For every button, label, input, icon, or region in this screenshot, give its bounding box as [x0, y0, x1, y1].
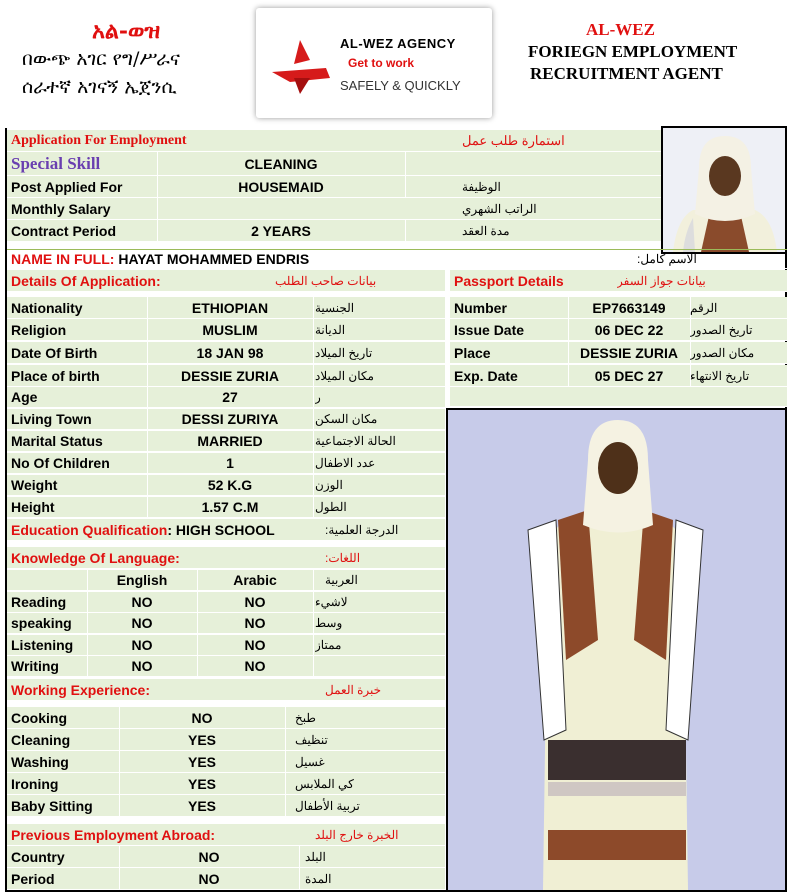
language-label: Reading — [11, 594, 67, 610]
name-colon: : — [109, 251, 119, 267]
contract-row — [7, 220, 662, 242]
logo-name: AL-WEZ AGENCY — [340, 36, 456, 51]
details-label: Weight — [11, 477, 58, 493]
passport-value: 06 DEC 22 — [594, 321, 664, 338]
experience-value: YES — [187, 731, 216, 748]
language-english: NO — [131, 615, 153, 631]
english-title: AL-WEZ — [586, 20, 655, 39]
applicant-photo-large — [446, 408, 787, 892]
application-title: Application For Employment — [11, 132, 187, 148]
logo-tagline: Get to work — [348, 56, 415, 70]
details-row — [7, 319, 445, 341]
amharic-title: አል-ወዝ — [92, 18, 161, 44]
details-row — [7, 297, 445, 319]
experience-ar: تربية الأطفال — [295, 798, 360, 813]
experience-label: Cleaning — [11, 731, 71, 748]
education-colon: : — [167, 521, 176, 538]
experience-ar: غسيل — [295, 754, 325, 769]
salary-row — [7, 198, 662, 220]
previous-row — [7, 868, 445, 890]
language-arabic: NO — [244, 658, 266, 674]
post-value: HOUSEMAID — [238, 178, 324, 195]
education-ar: الدرجة العلمية: — [325, 522, 399, 537]
previous-label: Country — [11, 848, 65, 865]
language-arabic: NO — [244, 615, 266, 631]
passport-row — [450, 342, 787, 364]
logo-sub: SAFELY & QUICKLY — [340, 78, 461, 93]
details-label: Place of birth — [11, 367, 100, 384]
language-ar: وسط — [315, 616, 343, 630]
previous-label: Period — [11, 870, 55, 887]
language-ar: ممتاز — [315, 638, 342, 652]
details-row — [7, 387, 445, 408]
contract-ar: مدة العقد — [462, 223, 510, 238]
details-ar: الجنسية — [315, 300, 355, 315]
details-label: No Of Children — [11, 455, 110, 471]
details-value: 27 — [222, 389, 238, 405]
english-line-1: FORIEGN EMPLOYMENT — [528, 42, 738, 61]
contract-value: 2 YEARS — [251, 222, 311, 239]
experience-title: Working Experience: — [11, 681, 151, 698]
details-ar: الديانة — [315, 322, 346, 337]
details-label: Date Of Birth — [11, 344, 98, 361]
previous-title: Previous Employment Abroad: — [11, 826, 216, 843]
special-skill-label: Special Skill — [11, 153, 101, 173]
details-ar: الوزن — [315, 478, 343, 492]
language-row — [7, 613, 445, 634]
details-label: Age — [11, 389, 38, 405]
post-label: Post Applied For — [11, 178, 123, 195]
details-value: MUSLIM — [202, 321, 258, 338]
details-value: 18 JAN 98 — [196, 344, 264, 361]
experience-row — [7, 751, 445, 773]
passport-ar: مكان الصدور — [690, 345, 755, 360]
details-label: Living Town — [11, 411, 92, 427]
salary-ar: الراتب الشهري — [462, 201, 537, 216]
passport-header — [450, 270, 787, 292]
previous-row — [7, 846, 445, 868]
details-value: 1.57 C.M — [201, 499, 259, 515]
details-row — [7, 431, 445, 452]
previous-ar: البلد — [305, 849, 326, 864]
language-col-english: English — [116, 572, 168, 588]
details-label: Marital Status — [11, 433, 103, 449]
application-title-ar: استمارة طلب عمل — [462, 132, 565, 148]
amharic-line-2: ሰራተኛ አገናኝ ኤጀንሲ — [22, 76, 177, 98]
language-title-ar: اللغات: — [325, 550, 361, 565]
details-ar: مكان الميلاد — [315, 368, 374, 383]
experience-value: YES — [187, 753, 216, 770]
name-label: NAME IN FULL — [11, 251, 110, 267]
name-value: HAYAT MOHAMMED ENDRIS — [118, 251, 310, 267]
passport-label: Number — [454, 299, 507, 316]
passport-ar: تاريخ الانتهاء — [690, 368, 750, 383]
experience-value: YES — [187, 797, 216, 814]
language-row — [7, 635, 445, 656]
logo-box — [256, 8, 492, 118]
passport-label: Exp. Date — [454, 367, 518, 384]
details-ar: مكان السكن — [315, 412, 378, 426]
education-label: Education Qualification — [11, 521, 168, 538]
post-row — [7, 176, 662, 198]
language-english: NO — [131, 594, 153, 610]
details-row — [7, 453, 445, 474]
language-label: Writing — [11, 658, 59, 674]
language-row — [7, 656, 445, 677]
language-label: Listening — [11, 637, 74, 653]
name-row — [7, 249, 787, 269]
experience-ar: كي الملابس — [295, 776, 354, 791]
details-value: ETHIOPIAN — [191, 299, 269, 316]
details-ar: عدد الاطفال — [315, 456, 376, 470]
previous-value: NO — [198, 848, 220, 865]
passport-row — [450, 297, 787, 319]
previous-header — [7, 824, 445, 846]
experience-label: Cooking — [11, 709, 67, 726]
language-columns-row — [7, 570, 445, 591]
language-row — [7, 592, 445, 613]
passport-title-ar: بيانات جواز السفر — [617, 273, 706, 288]
passport-label: Issue Date — [454, 321, 525, 338]
passport-value: DESSIE ZURIA — [579, 344, 678, 361]
language-ar — [315, 656, 445, 676]
language-arabic: NO — [244, 594, 266, 610]
previous-title-ar: الخبرة خارج البلد — [315, 827, 399, 842]
details-value: 52 K.G — [207, 477, 253, 493]
previous-ar: المدة — [305, 871, 332, 886]
passport-label: Place — [454, 344, 491, 361]
language-header — [7, 547, 445, 569]
special-skill-value: CLEANING — [244, 155, 318, 172]
name-ar: الاسم كامل: — [637, 252, 697, 266]
previous-value: NO — [198, 870, 220, 887]
amharic-line-1: በውጭ አገር የግ/ሥራና — [22, 48, 180, 70]
education-value: HIGH SCHOOL — [175, 521, 275, 538]
details-label: Height — [11, 499, 55, 515]
details-row — [7, 497, 445, 518]
language-col-ar: العربية — [325, 573, 358, 587]
language-label: speaking — [11, 615, 72, 631]
language-col-arabic: Arabic — [233, 572, 277, 588]
airplane-logo-icon — [270, 38, 332, 96]
post-ar: الوظيفة — [462, 179, 501, 194]
experience-row — [7, 795, 445, 817]
details-value: MARRIED — [197, 433, 263, 449]
experience-ar: طبخ — [295, 710, 316, 725]
passport-title: Passport Details — [454, 272, 564, 289]
details-title-ar: بيانات صاحب الطلب — [275, 273, 377, 288]
passport-row — [450, 365, 787, 387]
details-row — [7, 342, 445, 364]
experience-label: Ironing — [11, 775, 59, 792]
contract-label: Contract Period — [11, 222, 117, 239]
special-skill-row — [7, 152, 662, 176]
details-row — [7, 365, 445, 387]
passport-value: EP7663149 — [592, 299, 666, 316]
language-ar: لاشيء — [315, 595, 348, 609]
experience-label: Baby Sitting — [11, 797, 93, 814]
details-value: DESSIE ZURIA — [180, 367, 279, 384]
language-english: NO — [131, 658, 153, 674]
details-value: DESSI ZURIYA — [181, 411, 279, 427]
header — [0, 0, 791, 128]
salary-label: Monthly Salary — [11, 200, 111, 217]
details-row — [7, 475, 445, 496]
experience-value: YES — [187, 775, 216, 792]
experience-row — [7, 773, 445, 795]
passport-empty-row — [450, 387, 787, 407]
language-title: Knowledge Of Language: — [11, 549, 180, 566]
experience-header — [7, 679, 445, 701]
passport-row — [450, 319, 787, 341]
details-header — [7, 270, 445, 292]
portrait-small-icon — [663, 128, 785, 252]
passport-ar: تاريخ الصدور — [690, 322, 753, 337]
details-ar: الحالة الاجتماعية — [315, 434, 396, 448]
details-value: 1 — [226, 455, 234, 471]
details-ar: تاريخ الميلاد — [315, 345, 373, 360]
experience-label: Washing — [11, 753, 69, 770]
passport-ar: الرقم — [690, 300, 718, 315]
experience-row — [7, 729, 445, 751]
experience-title-ar: خبرة العمل — [325, 682, 382, 697]
portrait-large-icon — [448, 410, 785, 890]
details-ar: ر — [315, 390, 321, 404]
salary-value — [157, 198, 405, 219]
details-row — [7, 409, 445, 430]
details-label: Nationality — [11, 299, 83, 316]
details-ar: الطول — [315, 500, 347, 514]
applicant-photo-small — [661, 126, 787, 254]
passport-value: 05 DEC 27 — [594, 367, 664, 384]
language-english: NO — [131, 637, 153, 653]
language-arabic: NO — [244, 637, 266, 653]
details-label: Religion — [11, 321, 67, 338]
experience-row — [7, 707, 445, 729]
application-header — [7, 130, 662, 152]
experience-ar: تنظيف — [295, 732, 328, 747]
english-line-2: RECRUITMENT AGENT — [530, 64, 723, 83]
experience-value: NO — [191, 709, 213, 726]
education-row — [7, 519, 445, 541]
details-title: Details Of Application: — [11, 272, 161, 289]
